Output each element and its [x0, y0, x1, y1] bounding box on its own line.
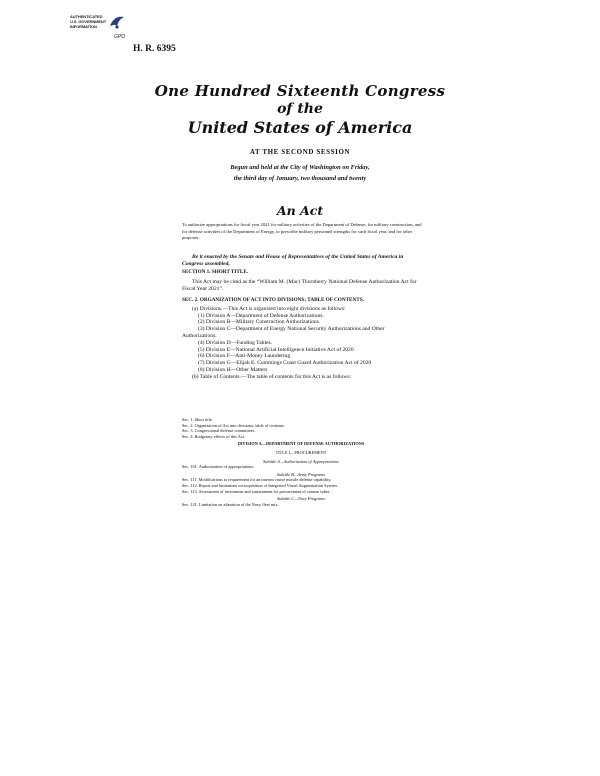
begun-statement: [0, 162, 600, 184]
section-2-a: (a) Divisions.—This Act is organized into eight divisions as follows:: [192, 305, 346, 312]
begun-line-2: the third day of January, two thousand and twenty: [233, 175, 367, 182]
session-line: AT THE SECOND SESSION: [249, 148, 351, 156]
gpo-authentication-logo: [70, 14, 132, 48]
congress-title-line-1: One Hundred Sixteenth Congress: [154, 82, 446, 100]
division-item: (8) Division H—Other Matters: [198, 366, 268, 373]
division-item: (1) Division A—Department of Defense Authorizations.: [198, 312, 324, 319]
act-purpose: To authorize appropriations for fiscal year 2021 for military activities of the Department of Defense, for military construction, and for defense activities of the Department of Energy, to prescribe military personnel strengths for such fiscal year, and for other purposes.: [182, 222, 422, 241]
enacting-clause-text: Be it enacted by the Senate and House of Representatives of the United States of America in Congress assembled,: [182, 254, 404, 267]
division-item: (3) Division C—Department of Energy National Security Authorizations and Other Authorizations.: [182, 326, 385, 339]
toc-entry: Sec. 4. Budgetary effects of this Act.: [182, 433, 246, 439]
logo-line-1: AUTHENTICATED: [70, 14, 103, 19]
division-item: (7) Division G—Elijah E. Cummings Coast Guard Authorization Act of 2020: [198, 360, 372, 367]
section-2: [182, 297, 420, 381]
division-item: (5) Division E—National Artificial Intelligence Initiative Act of 2020: [198, 346, 354, 353]
congress-title-line-2: of the: [277, 101, 323, 117]
division-item: (4) Division D—Funding Tables.: [198, 339, 273, 346]
eagle-icon: [108, 14, 126, 32]
logo-line-2: U.S. GOVERNMENT: [70, 19, 107, 24]
section-1-text: This Act may be cited as the “William M. (Mac) Thornberry National Defense Authorization Act for Fiscal Year 2021”.: [182, 278, 417, 292]
toc-entry: Sec. 121. Limitation on alteration of the Navy fleet mix.: [182, 501, 279, 507]
section-1: [182, 269, 420, 292]
toc-subtitle-c: Subtitle C—Navy Programs: [277, 496, 325, 502]
toc-entry: Sec. 112. Report and limitations on acquisition of Integrated Visual Augmentation System.: [182, 482, 338, 488]
act-heading: An Act: [276, 203, 324, 218]
toc-subtitle-b: Subtitle B—Army Programs: [276, 471, 326, 477]
section-2-b: (b) Table of Contents.—The table of contents for this Act is as follows:: [192, 373, 352, 380]
toc-subtitle-a: Subtitle A—Authorization of Appropriations: [263, 458, 339, 464]
enacting-clause: [182, 254, 420, 268]
logo-line-3: INFORMATION: [70, 24, 97, 29]
toc-entry: Sec. 1. Short title.: [182, 417, 213, 422]
table-of-contents: [182, 417, 420, 507]
logo-gpo: GPO: [114, 34, 126, 40]
toc-title-i: TITLE I—PROCUREMENT: [275, 449, 327, 455]
toc-entry: Sec. 3. Congressional defense committees.: [182, 428, 256, 434]
toc-entry: Sec. 101. Authorization of appropriations.: [182, 464, 255, 470]
toc-entry: Sec. 2. Organization of Act into divisions; table of contents.: [182, 422, 285, 428]
bill-number: H. R. 6395: [133, 44, 176, 54]
section-2-heading: SEC. 2. ORGANIZATION OF ACT INTO DIVISIONS; TABLE OF CONTENTS.: [182, 297, 364, 303]
division-item: (2) Division B—Military Construction Authorizations.: [198, 319, 321, 326]
section-1-heading: SECTION 1. SHORT TITLE.: [182, 269, 249, 275]
toc-entry: Sec. 111. Modifications to requirement for an interim cruise missile defense capability.: [182, 477, 332, 483]
division-item: (6) Division F—Anti-Money Laundering: [198, 353, 291, 360]
begun-line-1: Begun and held at the City of Washington on Friday,: [230, 164, 370, 171]
toc-division-a: DIVISION A—DEPARTMENT OF DEFENSE AUTHORIZATIONS: [237, 441, 365, 447]
toc-entry: Sec. 113. Assessment of investment and sustainment for procurement of cannon tubes.: [182, 488, 331, 494]
congress-title-line-3: United States of America: [187, 118, 413, 137]
